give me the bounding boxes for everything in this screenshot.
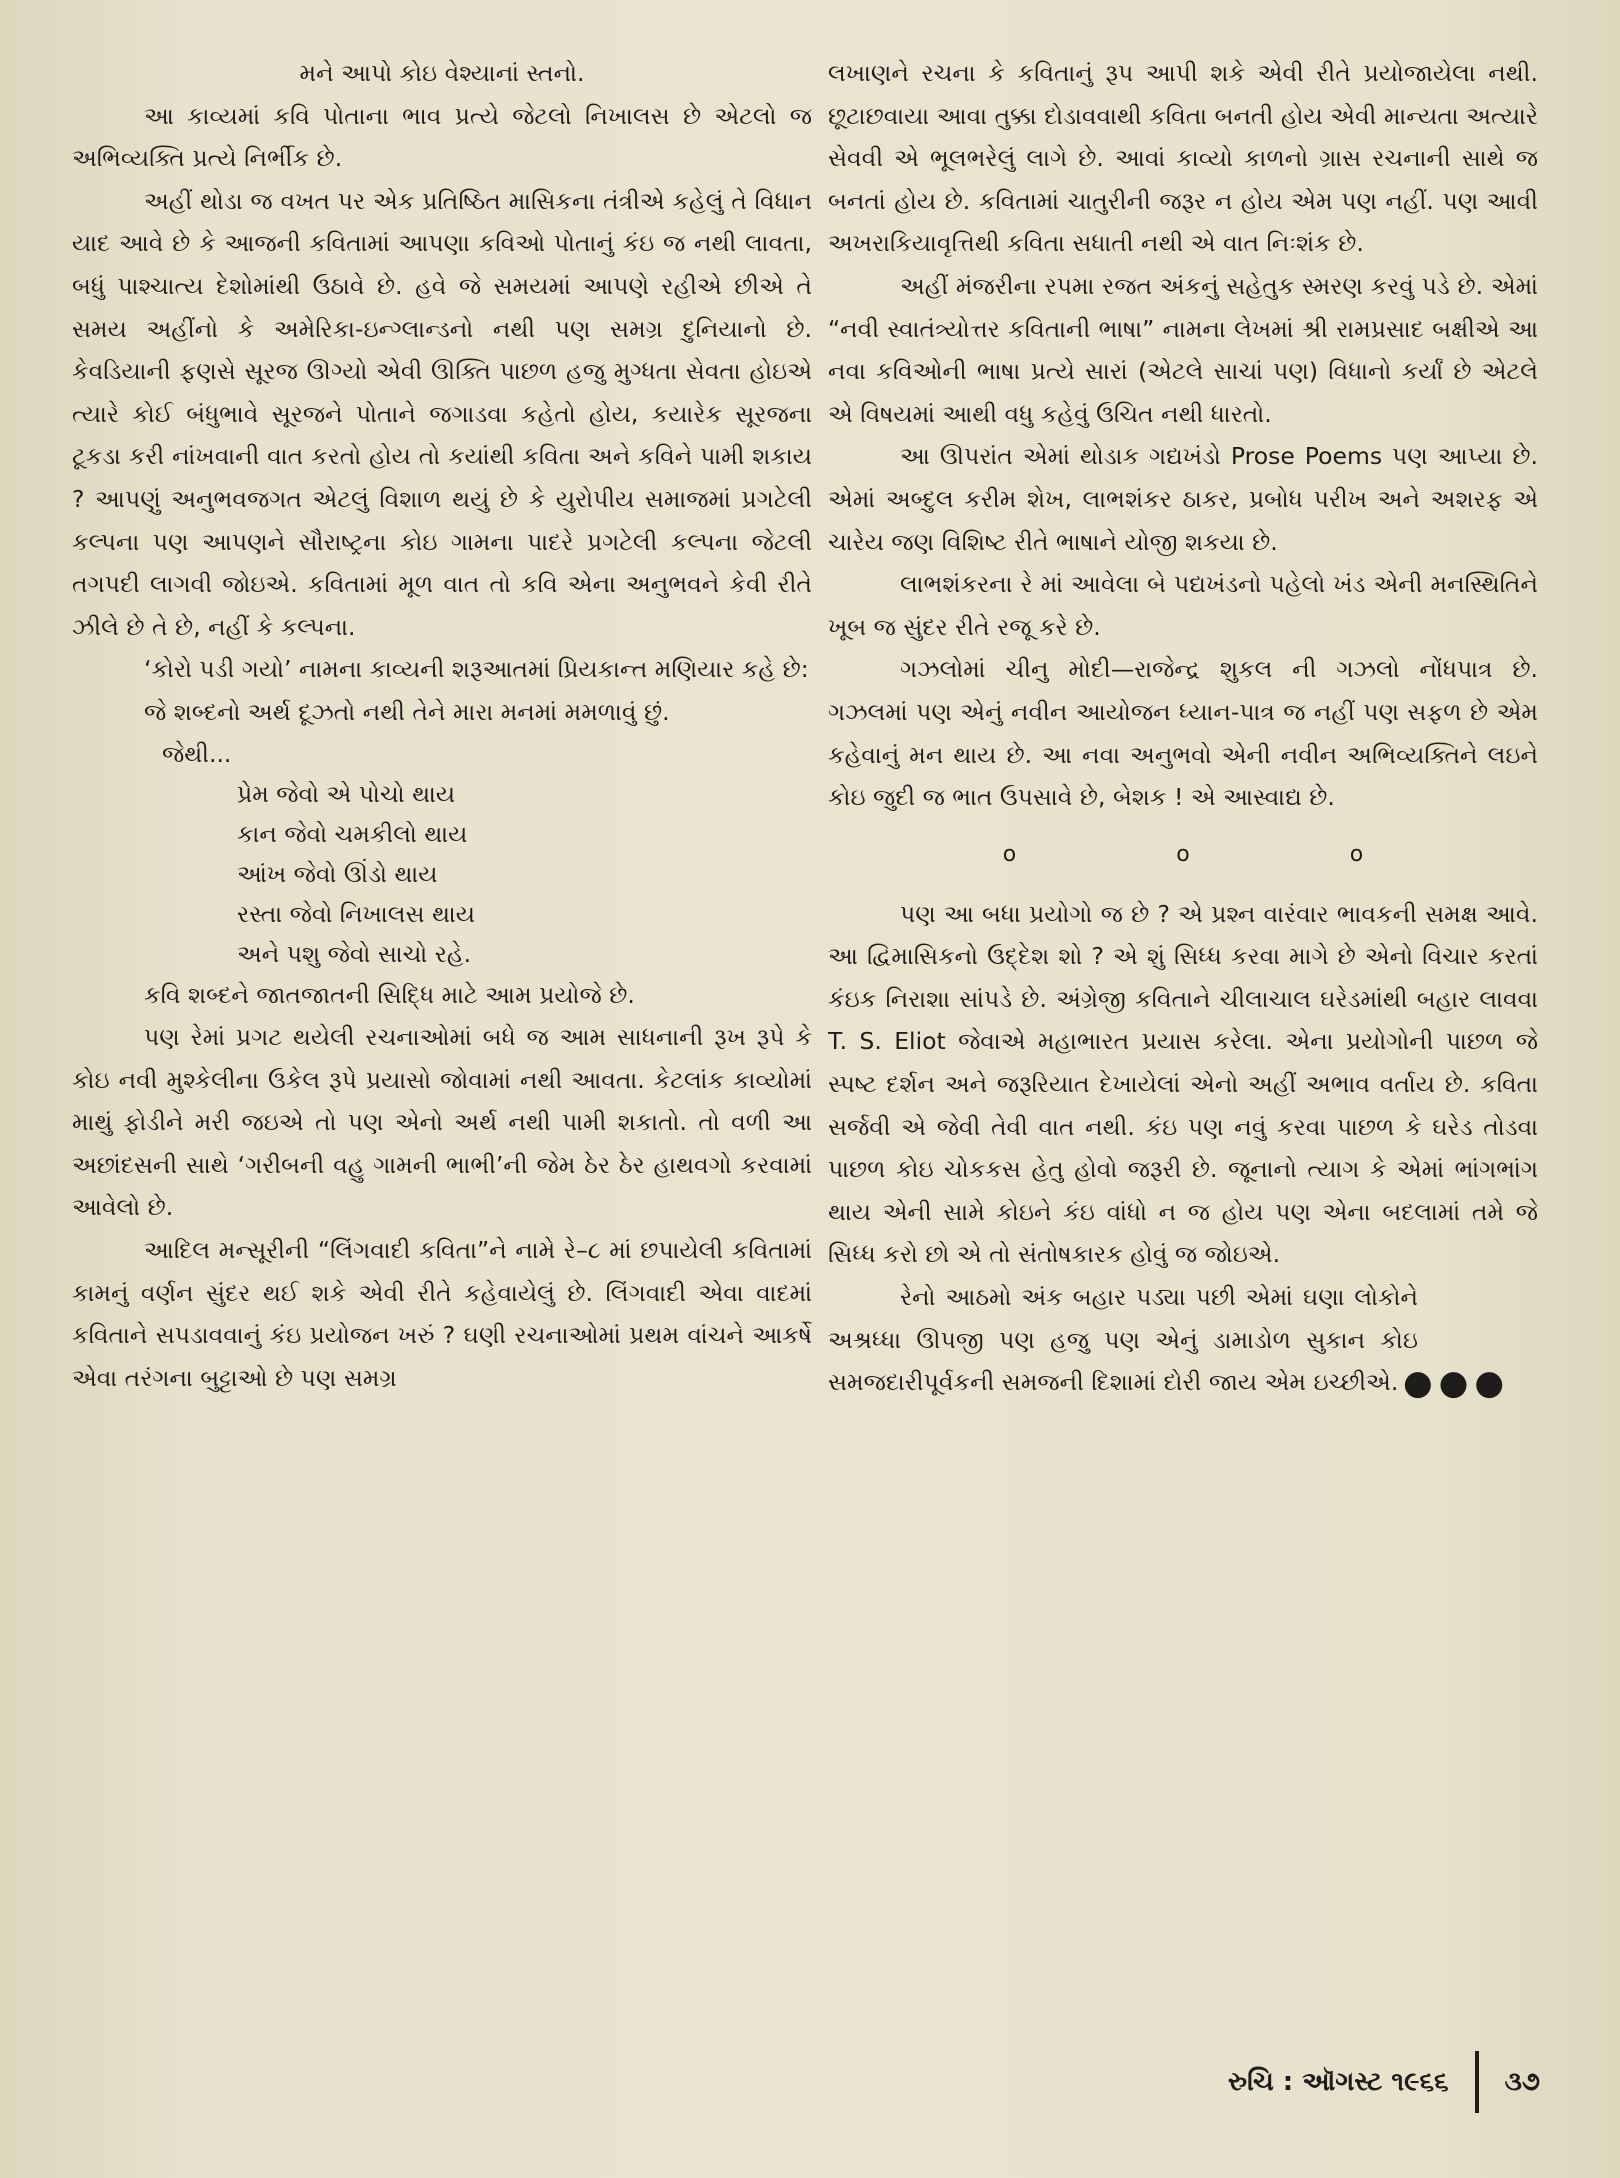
separator-dot: o xyxy=(1176,841,1190,867)
separator-dot: o xyxy=(1349,841,1364,867)
paragraph: પણ આ બધા પ્રયોગો જ છે ? એ પ્રશ્ન વારંવાર ભાવકની સમક્ષ આવે. આ દ્વિમાસિકનો ઉદ્દેશ શો ? એ શું સિધ્ધ કરવા માગે છે એનો વિચાર કરતાં કંઇક નિરાશા સાંપડે છે. અંગ્રેજી કવિતાને ચીલાચાલ ઘરેડમાંથી બહાર લાવવા T. S. Eliot જેવાએ મહાભારત પ્રયાસ કરેલા. એના પ્રયોગોની પાછળ જે સ્પષ્ટ દર્શન અને જરૂરિયાત દેખાયેલાં એનો અહીં અભાવ વર્તાય છે. કવિતા સર્જવી એ જેવી તેવી વાત નથી. કંઇ પણ નવું કરવા પાછળ કે ઘરેડ તોડવા પાછળ કોઇ ચોકકસ હેતુ હોવો જરૂરી છે. જૂનાનો ત્યાગ કે એમાં ભાંગભાંગ થાય એની સામે કોઇને કંઇ વાંધો ન જ હોય પણ એના બદલામાં તમે જે સિધ્ધ કરો છો એ તો સંતોષકારક હોવું જ જોઇએ. xyxy=(828,899,1538,1269)
paragraph: અહીં થોડા જ વખત પર એક પ્રતિષ્ઠિત માસિકના તંત્રીએ કહેલું તે વિધાન યાદ આવે છે કે આજની કવિતામાં આપણા કવિઓ પોતાનું કંઇ જ નથી લાવતા, બધું પાશ્ચાત્ય દેશોમાંથી ઉઠાવે છે. હવે જે સમયમાં આપણે રહીએ છીએ તે સમય અહીંનો કે અમેરિકા-ઇન્ગ્લાન્ડનો નથી પણ સમગ્ર દુનિયાનો છે. કેવડિયાની ફણસે સૂરજ ઊગ્યો એવી ઊક્તિ પાછળ હજુ મુગ્ધતા સેવતા હોઇએ ત્યારે કોઈ બંધુભાવે સૂરજને પોતાને જગાડવા કહેતો હોય, કયારેક સૂરજના ટૂકડા કરી નાંખવાની વાત કરતો હોય તો કયાંથી કવિતા અને કવિને પામી શકાય ? આપણું અનુભવજગત એટલું વિશાળ થયું છે કે યુરોપીય સમાજમાં પ્રગટેલી કલ્પના પણ આપણને સૌરાષ્ટ્રના કોઇ ગામના પાદરે પ્રગટેલી કલ્પના જેટલી તગપદી લાગવી જોઇએ. કવિતામાં મૂળ વાત તો કવિ એના અનુભવને કેવી રીતે ઝીલે છે તે છે, નહીં કે કલ્પના. xyxy=(72,186,812,641)
footer-divider xyxy=(1475,2051,1479,2113)
magazine-issue-label: રુચિ : ઑગસ્ટ ૧૯૬૬ xyxy=(1228,2066,1449,2097)
poem-line: પ્રેમ જેવો એ પોચો થાય xyxy=(237,779,456,808)
end-of-article-mark: ●●● xyxy=(1402,1362,1510,1403)
separator-dot: o xyxy=(1002,841,1017,867)
page-number: ૩૭ xyxy=(1504,2066,1540,2097)
paragraph: આ ઊપરાંત એમાં થોડાક ગદ્યખંડો Prose Poems પણ આપ્યા છે. એમાં અબ્દુલ કરીમ શેખ, લાભશંકર ઠાકર, પ્રબોધ પરીખ અને અશરફ એ ચારેય જણ વિશિષ્ટ રીતે ભાષાને યોજી શકયા છે. xyxy=(828,442,1538,556)
section-separator xyxy=(828,825,1538,885)
paragraph: લાભશંકરના રે માં આવેલા બે પદ્યખંડનો પહેલો ખંડ એની મનસ્થિતિને ખૂબ જ સુંદર રીતે રજૂ કરે છે. xyxy=(828,570,1538,641)
poem-line: રસ્તા જેવો નિખાલસ થાય xyxy=(237,899,475,928)
paragraph: આદિલ મન્સૂરીની “લિંગવાદી કવિતા”ને નામે રે–૮ માં છપાયેલી કવિતામાં કામનું વર્ણન સુંદર થઈ શકે એવી રીતે કહેવાયેલું છે. લિંગવાદી એવા વાદમાં કવિતાને સપડાવવાનું કંઇ પ્રયોજન ખરું ? ઘણી રચનાઓમાં પ્રથમ વાંચને આકર્ષે એવા તરંગના બુટ્ટાઓ છે પણ સમગ્ર xyxy=(72,1236,812,1392)
paragraph: આ કાવ્યમાં કવિ પોતાના ભાવ પ્રત્યે જેટલો નિખાલસ છે એટલો જ અભિવ્યક્તિ પ્રત્યે નિર્ભીક છે. xyxy=(72,101,812,173)
paragraph: લખાણને રચના કે કવિતાનું રૂપ આપી શકે એવી રીતે પ્રયોજાયેલા નથી. છૂટાછવાયા આવા તુક્કા દોડાવવાથી કવિતા બનતી હોય એવી માન્યતા અત્યારે સેવવી એ ભૂલભરેલું લાગે છે. આવાં કાવ્યો કાળનો ગ્રાસ રચનાની સાથે જ બનતાં હોય છે. કવિતામાં ચાતુરીની જરૂર ન હોય એમ પણ નહીં. પણ આવી અખરાકિયાવૃત્તિથી કવિતા સધાતી નથી એ વાત નિઃશંક છે. xyxy=(828,59,1538,258)
poem-line: આંખ જેવો ઊંડો થાય xyxy=(237,859,438,888)
right-column xyxy=(828,52,1538,1404)
paragraph: અહીં મંજરીના રપમા રજત અંકનું સહેતુક સ્મરણ કરવું પડે છે. એમાં “નવી સ્વાતંત્ર્યોત્તર કવિતાની ભાષા” નામના લેખમાં શ્રી રામપ્રસાદ બક્ષીએ આ નવા કવિઓની ભાષા પ્રત્યે સારાં (એટલે સાચાં પણ) વિધાનો કર્યાં છે એટલે એ વિષયમાં આથી વધુ કહેવું ઉચિત નથી ધારતો. xyxy=(828,271,1538,428)
poem-closing-line: મને આપો કોઇ વેશ્યાનાં સ્તનો. xyxy=(299,59,585,87)
left-column xyxy=(72,52,812,1399)
poem-line: કાન જેવો ચમકીલો થાય xyxy=(237,819,468,848)
quotation: જે શબ્દનો અર્થ દૂઝતો નથી તેને મારા મનમાં મમળાવું છું. xyxy=(144,697,670,726)
poem-line: જેથી... xyxy=(162,739,232,768)
paragraph: કવિ શબ્દને જાતજાતની સિદ્ધિ માટે આમ પ્રયોજે છે. xyxy=(144,980,635,1009)
poem-line: અને પશુ જેવો સાચો રહે. xyxy=(237,939,472,968)
paragraph: ‘કોરો પડી ગયો’ નામના કાવ્યની શરૂઆતમાં પ્રિયકાન્ત મણિયાર કહે છે: xyxy=(144,655,809,684)
closing-paragraph-block xyxy=(828,1276,1538,1404)
closing-paragraph: રેનો આઠમો અંક બહાર પડ્યા પછી એમાં ઘણા લોકોને અશ્રધ્ધા ઊપજી પણ હજુ પણ એનું ડામાડોળ સુકાન કોઇ સમજદારીપૂર્વકની સમજની દિશામાં દોરી જાય એમ ઇચ્છીએ. xyxy=(828,1283,1418,1397)
paragraph: પણ રેમાં પ્રગટ થયેલી રચનાઓમાં બધે જ આમ સાધનાની રૂખ રૂપે કે કોઇ નવી મુશ્કેલીના ઉકેલ રૂપે પ્રયાસો જોવામાં નથી આવતા. કેટલાંક કાવ્યોમાં માથું ફોડીને મરી જઇએ તો પણ એનો અર્થ નથી પામી શકાતો. તો વળી આ અછાંદસની સાથે ‘ગરીબની વહુ ગામની ભાભી’ની જેમ ઠેર ઠેર હાથવગો કરવામાં આવેલો છે. xyxy=(72,1023,812,1222)
paragraph: ગઝલોમાં ચીનુ મોદી—રાજેન્દ્ર શુકલ ની ગઝલો નોંધપાત્ર છે. ગઝલમાં પણ એનું નવીન આયોજન ધ્યાન-પાત્ર જ નહીં પણ સફળ છે એમ કહેવાનું મન થાય છે. આ નવા અનુભવો એની નવીન અભિવ્યક્તિને લઇને કોઇ જુદી જ ભાત ઉપસાવે છે, બેશક ! એ આસ્વાદ્ય છે. xyxy=(828,655,1538,812)
page-footer xyxy=(1120,2050,1540,2114)
